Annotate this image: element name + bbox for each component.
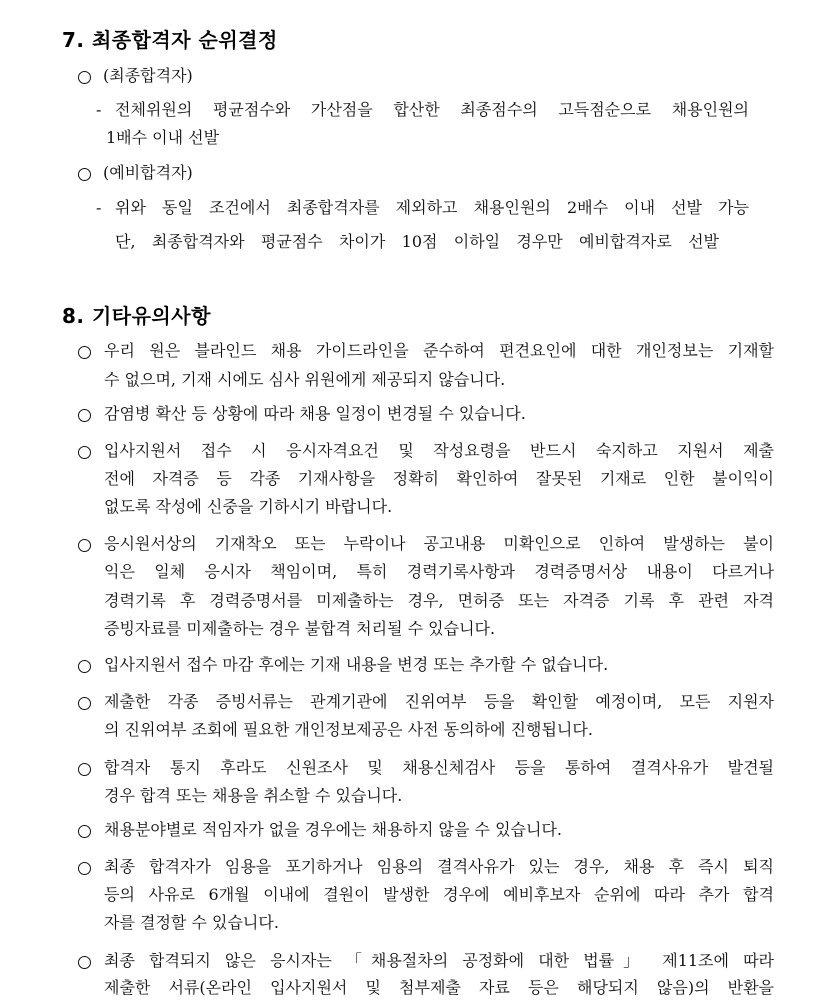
- circle-bullet-icon: [78, 660, 91, 673]
- dash-marker: -: [96, 100, 102, 119]
- circle-bullet-icon: [78, 956, 91, 969]
- notice-line: 우리 원은 블라인드 채용 가이드라인을 준수하여 편견요인에 대한 개인정보는 기재할: [104, 341, 774, 360]
- circle-bullet-icon: [78, 168, 91, 181]
- notice-line: 합격자 통지 후라도 신원조사 및 채용신체검사 등을 통하여 결격사유가 발견될: [104, 758, 774, 777]
- reserve-passer-line: 단, 최종합격자와 평균점수 차이가 10점 이하일 경우만 예비합격자로 선발: [115, 232, 719, 251]
- circle-bullet-icon: [78, 71, 91, 84]
- notice-line: 최종 합격되지 않은 응시자는 「채용절차의 공정화에 대한 법률」 제11조에 따라: [104, 951, 774, 970]
- final-passer-line: 전체위원의 평균점수와 가산점을 합산한 최종점수의 고득점순으로 채용인원의: [115, 100, 749, 119]
- final-passer-line: 1배수 이내 선발: [106, 128, 220, 147]
- circle-bullet-icon: [78, 539, 91, 552]
- notice-line: 익은 일체 응시자 책임이며, 특히 경력기록사항과 경력증명서상 내용이 다르거나: [104, 562, 774, 581]
- notice-line: 채용분야별로 적임자가 없을 경우에는 채용하지 않을 수 있습니다.: [104, 820, 563, 839]
- section-7-title: 7. 최종합격자 순위결정: [62, 28, 278, 52]
- notice-line: 입사지원서 접수 시 응시자격요건 및 작성요령을 반드시 숙지하고 지원서 제출: [104, 441, 774, 460]
- circle-bullet-icon: [78, 825, 91, 838]
- circle-bullet-icon: [78, 763, 91, 776]
- reserve-passer-label: (예비합격자): [103, 163, 193, 182]
- notice-line: 입사지원서 접수 마감 후에는 기재 내용을 변경 또는 추가할 수 없습니다.: [104, 655, 609, 674]
- notice-line: 수 없으며, 기재 시에도 심사 위원에게 제공되지 않습니다.: [104, 370, 506, 389]
- notice-line: 없도록 작성에 신중을 기하시기 바랍니다.: [104, 497, 393, 516]
- notice-line: 제출한 서류(온라인 입사지원서 및 첨부제출 자료 등은 해당되지 않음)의 반환을: [104, 978, 774, 997]
- final-passer-label: (최종합격자): [103, 66, 193, 85]
- notice-line: 의 진위여부 조회에 필요한 개인정보제공은 사전 동의하에 진행됩니다.: [104, 720, 593, 739]
- circle-bullet-icon: [78, 446, 91, 459]
- notice-line: 감염병 확산 등 상황에 따라 채용 일정이 변경될 수 있습니다.: [104, 404, 526, 423]
- notice-line: 최종 합격자가 임용을 포기하거나 임용의 결격사유가 있는 경우, 채용 후 즉시 퇴직: [104, 857, 774, 876]
- notice-line: 경력기록 후 경력증명서를 미제출하는 경우, 면허증 또는 자격증 기록 후 관련 자격: [104, 591, 774, 610]
- dash-marker: -: [96, 198, 102, 217]
- reserve-passer-line: 위와 동일 조건에서 최종합격자를 제외하고 채용인원의 2배수 이내 선발 가능: [115, 198, 749, 217]
- circle-bullet-icon: [78, 409, 91, 422]
- notice-line: 증빙자료를 미제출하는 경우 불합격 처리될 수 있습니다.: [104, 619, 496, 638]
- notice-line: 등의 사유로 6개월 이내에 결원이 발생한 경우에 예비후보자 순위에 따라 추가 합격: [104, 885, 774, 904]
- notice-line: 전에 자격증 등 각종 기재사항을 정확히 확인하여 잘못된 기재로 인한 불이익이: [104, 469, 774, 488]
- notice-line: 경우 합격 또는 채용을 취소할 수 있습니다.: [104, 786, 403, 805]
- circle-bullet-icon: [78, 346, 91, 359]
- notice-line: 응시원서상의 기재착오 또는 누락이나 공고내용 미확인으로 인하여 발생하는 불이: [104, 534, 774, 553]
- section-8-title: 8. 기타유의사항: [62, 304, 211, 328]
- circle-bullet-icon: [78, 862, 91, 875]
- circle-bullet-icon: [78, 697, 91, 710]
- notice-line: 자를 결정할 수 있습니다.: [104, 913, 279, 932]
- notice-line: 제출한 각종 증빙서류는 관계기관에 진위여부 등을 확인할 예정이며, 모든 지원자: [104, 692, 774, 711]
